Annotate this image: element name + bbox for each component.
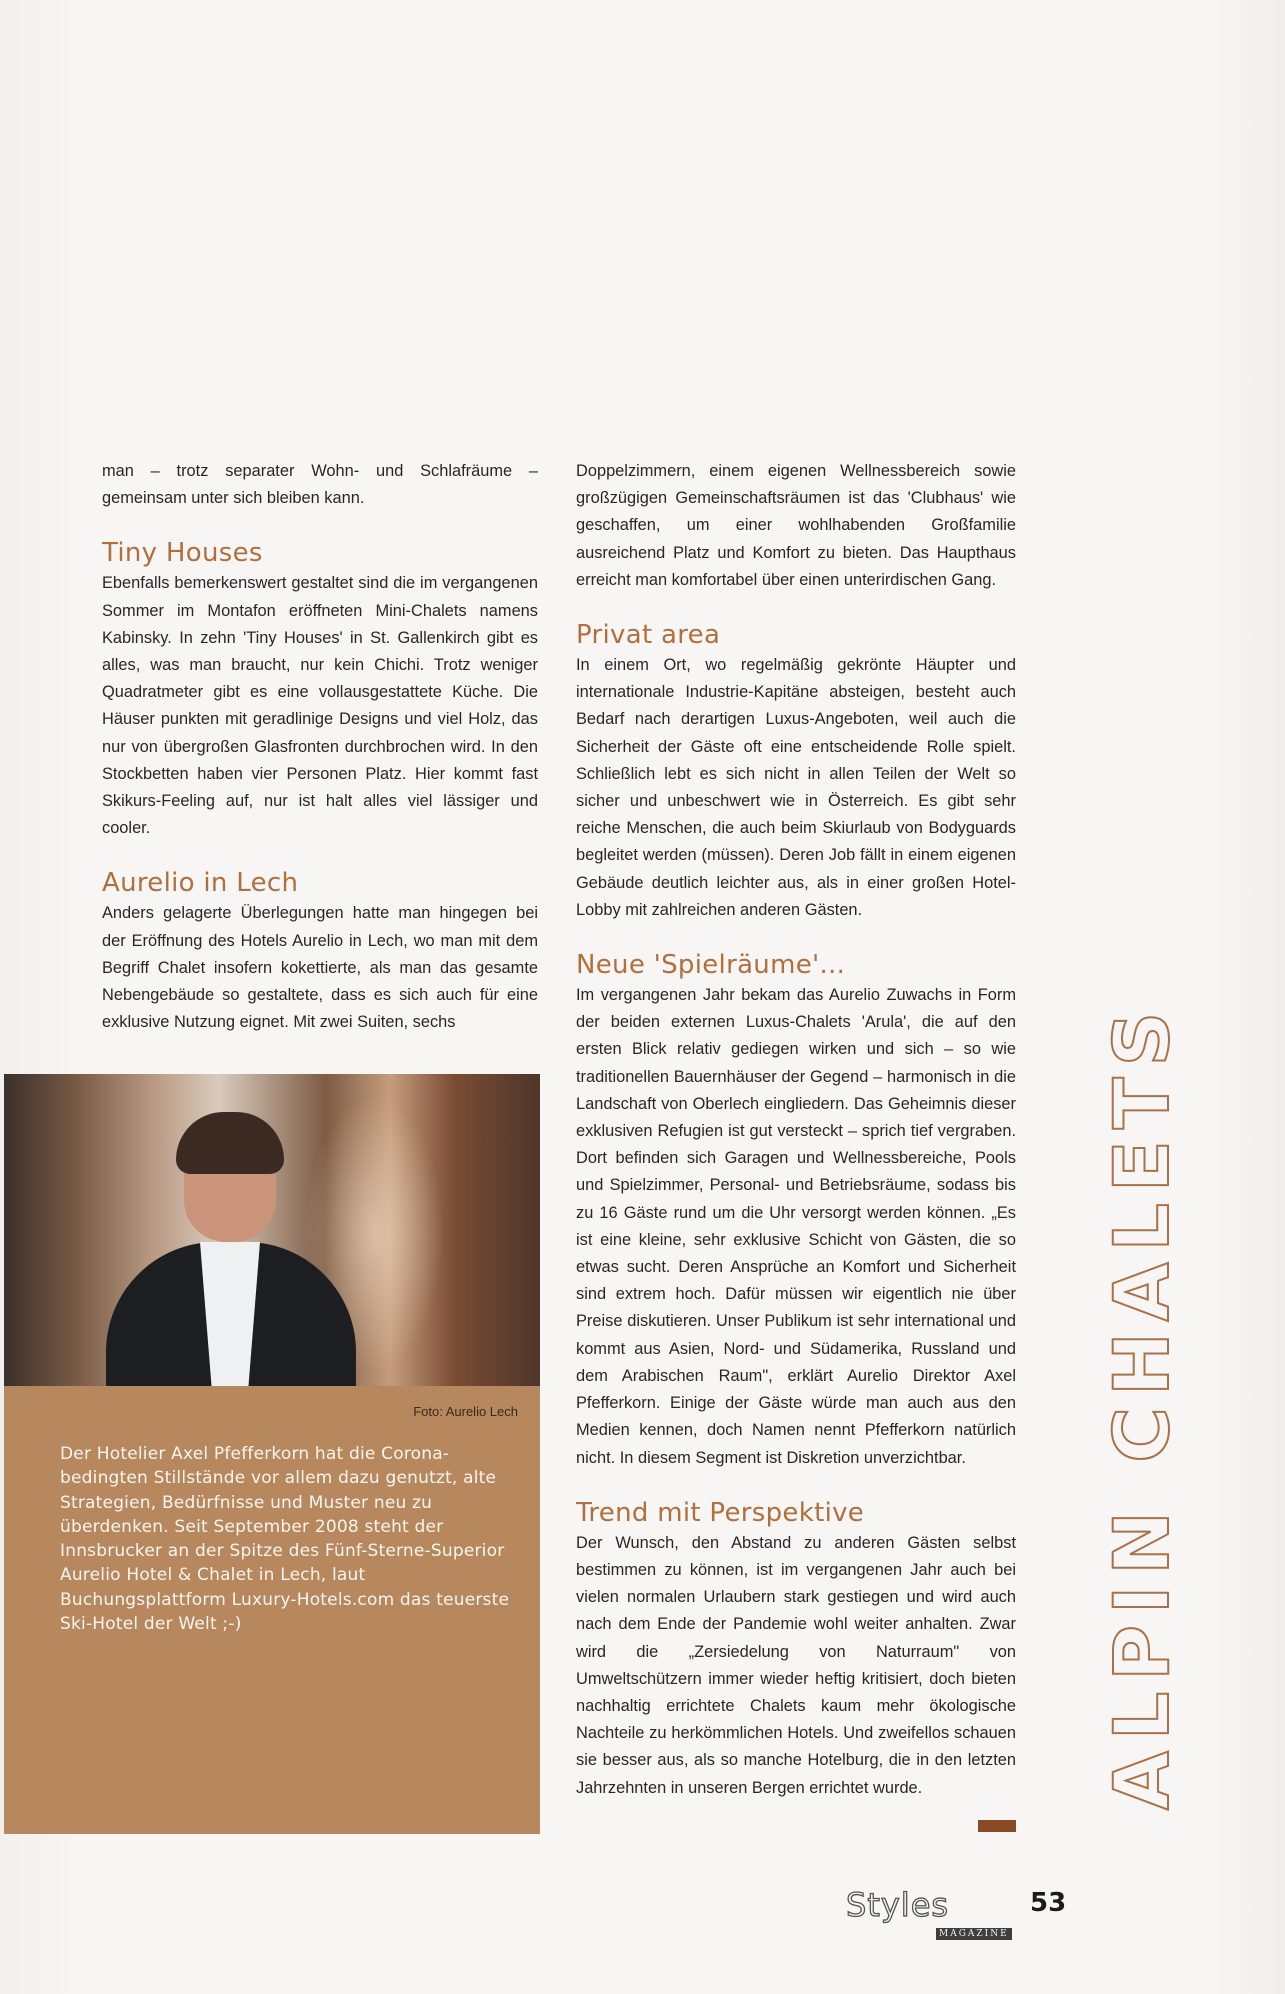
left-intro-paragraph: man – trotz separater Wohn- und Schlafräume – gemeinsam unter sich bleiben kann. (102, 462, 538, 508)
heading-tiny-houses: Tiny Houses (102, 538, 263, 569)
trend-paragraph: Der Wunsch, den Abstand zu anderen Gästen selbst bestimmen zu können, ist im vergangenen Jahr auch bei vielen normalen Urlaubern stark gestiegen und wird auch nach dem Ende der Pandemie wohl weiter anhalten. Zwar wird die „Zersiedelung von Naturraum" von Umweltschützern immer wieder heftig kritisiert, doch bieten nachhaltig errichtete Chalets kaum mehr ökologische Nachteile zu herkömmlichen Hotels. Und zweifellos schauen sie besser aus, als so manche Hotelburg, die in den letzten Jahrzehnten in unseren Bergen errichtet wurde. (576, 1533, 1016, 1797)
heading-trend-mit-perspektive: Trend mit Perspektive (576, 1497, 865, 1528)
photo-person-hair (176, 1112, 284, 1174)
photo-caption: Der Hotelier Axel Pfefferkorn hat die Corona-bedingten Stillstände vor allem dazu genutzt, alte Strategien, Bedürfnisse und Muster neu zu überdenken. Seit September 2008 steht der Innsbrucker an der Spitze des Fünf-Sterne-Superior Aurelio Hotel & Chalet in Lech, laut Buchungsplattform Luxury-Hotels.com das teuerste Ski-Hotel der Welt ;-) (60, 1444, 510, 1635)
heading-privat-area: Privat area (576, 620, 721, 651)
privat-area-paragraph: In einem Ort, wo regelmäßig gekrönte Häupter und internationale Industrie-Kapitäne absteigen, besteht auch Bedarf nach derartigen Luxus-Angeboten, weil auch die Sicherheit der Gäste oft eine entscheidende Rolle spielt. Schließlich lebt es sich nicht in allen Teilen der Welt so sicher und unbeschwert wie in Österreich. Es gibt sehr reiche Menschen, die auch beim Skiurlaub von Bodyguards begleitet werden (müssen). Deren Job fällt in einem eigenen Gebäude deutlich leichter aus, als in einer großen Hotel-Lobby mit zahlreichen anderen Gästen. (576, 656, 1016, 919)
aurelio-paragraph: Anders gelagerte Überlegungen hatte man hingegen bei der Eröffnung des Hotels Aurelio in Lech, wo man mit dem Begriff Chalet insofern kokettierte, als man das gesamte Nebengebäude so gestaltete, dass es sich auch für eine exklusive Nutzung eignet. Mit zwei Suiten, sechs (102, 904, 538, 1032)
tiny-houses-paragraph: Ebenfalls bemerkenswert gestaltet sind die im vergangenen Sommer im Montafon eröffneten Mini-Chalets namens Kabinsky. In zehn 'Tiny Houses' in St. Gallenkirch gibt es alles, was man braucht, nur kein Chichi. Trotz weniger Quadratmeter gibt es eine vollausgestattete Küche. Die Häuser punkten mit geradlinige Designs und viel Holz, das nur von übergroßen Glasfronten durchbrochen wird. In den Stockbetten haben vier Personen Platz. Hier kommt fast Skikurs-Feeling auf, nur ist halt alles viel lässiger und cooler. (102, 574, 538, 838)
spielraeume-paragraph: Im vergangenen Jahr bekam das Aurelio Zuwachs in Form der beiden externen Luxus-Chalets 'Arula', die auf den ersten Blick relativ gediegen wirken und sich – so wie traditionellen Bauernhäuser der Gegend – harmonisch in die Landschaft von Oberlech eingliedern. Das Geheimnis dieser exklusiven Refugien ist gut versteckt – sprich tief vergraben. Dort befinden sich Garagen und Wellnessbereiche, Pools und Spielzimmer, Personal- und Betriebsräume, sodass bis zu 16 Gäste rund um die Uhr versorgt werden können. „Es ist eine kleine, sehr exklusive Schicht von Gästen, die so etwas sucht. Deren Ansprüche an Komfort und Sicherheit sind extrem hoch. Dafür müssen wir eigentlich nie über Preise diskutieren. Unser Publikum ist sehr international und kommt aus Asien, Nord- und Südamerika, Russland und dem Arabischen Raum", erklärt Aurelio Direktor Axel Pfefferkorn. Einige der Gäste würde man auch aus den Medien kennen, doch Namen nennt Pfefferkorn natürlich nicht. In diesem Segment ist Diskretion unverzichtbar. (576, 986, 1016, 1467)
hotelier-photo (4, 1074, 540, 1386)
article-end-mark (978, 1820, 1016, 1832)
left-column (102, 458, 538, 1036)
photo-credit: Foto: Aurelio Lech (413, 1404, 518, 1419)
side-section-title: ALPIN CHALETS (1097, 1000, 1186, 1810)
page-number: 53 (1030, 1888, 1067, 1918)
magazine-logo-subtitle: MAGAZINE (936, 1928, 1012, 1940)
photo-caption-box (4, 1386, 540, 1834)
magazine-logo: Styles (846, 1886, 950, 1924)
right-intro-paragraph: Doppelzimmern, einem eigenen Wellnessbereich sowie großzügigen Gemeinschaftsräumen ist das 'Clubhaus' wie geschaffen, um einer wohlhabenden Großfamilie ausreichend Platz und Komfort zu bieten. Das Haupthaus erreicht man komfortabel über einen unterirdischen Gang. (576, 462, 1016, 589)
heading-neue-spielraeume: Neue 'Spielräume'... (576, 950, 846, 981)
right-column (576, 458, 1016, 1802)
heading-aurelio-in-lech: Aurelio in Lech (102, 868, 299, 899)
